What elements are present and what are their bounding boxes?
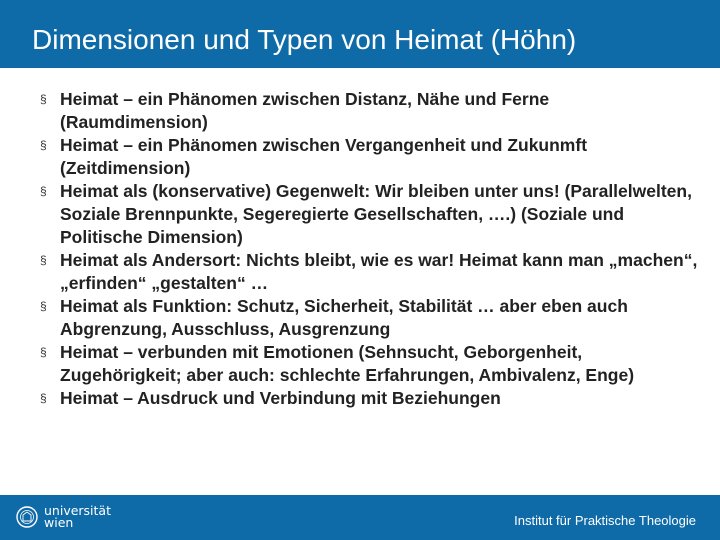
bullet-text: Heimat als (konservative) Gegenwelt: Wir bleiben unter uns! (Parallelwelten, Soziale Brennpunkte, Segeregierte Gesellschaften, ….) (Soziale und Politische Dimension) [60, 181, 692, 247]
logo-line-1: universität [44, 503, 111, 518]
bullet-marker: § [40, 299, 47, 313]
title-bar [0, 0, 720, 68]
bullet-text: Heimat – ein Phänomen zwischen Vergangenheit und Zukunmft (Zeitdimension) [60, 135, 588, 178]
list-item [0, 134, 720, 180]
bullet-text: Heimat – verbunden mit Emotionen (Sehnsucht, Geborgenheit, Zugehörigkeit; aber auch: schlechte Erfahrungen, Ambivalenz, Enge) [60, 342, 635, 385]
footer-bar [0, 495, 720, 540]
list-item [0, 180, 720, 249]
list-item [0, 387, 720, 410]
bullet-text: Heimat – Ausdruck und Verbindung mit Beziehungen [60, 388, 501, 408]
bullet-text: Heimat – ein Phänomen zwischen Distanz, Nähe und Ferne (Raumdimension) [60, 89, 550, 132]
slide-title: Dimensionen und Typen von Heimat (Höhn) [32, 24, 577, 55]
bullet-marker: § [40, 391, 47, 405]
university-logo [16, 502, 111, 532]
logo-line-2: wien [44, 515, 74, 530]
list-item [0, 295, 720, 341]
bullet-text: Heimat als Andersort: Nichts bleibt, wie es war! Heimat kann man „machen“, „erfinden“ „gestalten“ … [60, 250, 698, 293]
bullet-marker: § [40, 345, 47, 359]
list-item [0, 249, 720, 295]
slide-content [0, 88, 720, 410]
bullet-marker: § [40, 138, 47, 152]
list-item [0, 88, 720, 134]
list-item [0, 341, 720, 387]
bullet-marker: § [40, 92, 47, 106]
bullet-list [0, 88, 720, 410]
bullet-text: Heimat als Funktion: Schutz, Sicherheit, Stabilität … aber eben auch Abgrenzung, Ausschluss, Ausgrenzung [60, 296, 628, 339]
bullet-marker: § [40, 184, 47, 198]
bullet-marker: § [40, 253, 47, 267]
institute-name: Institut für Praktische Theologie [514, 513, 696, 528]
seal-icon [16, 503, 38, 531]
logo-text [44, 505, 111, 529]
